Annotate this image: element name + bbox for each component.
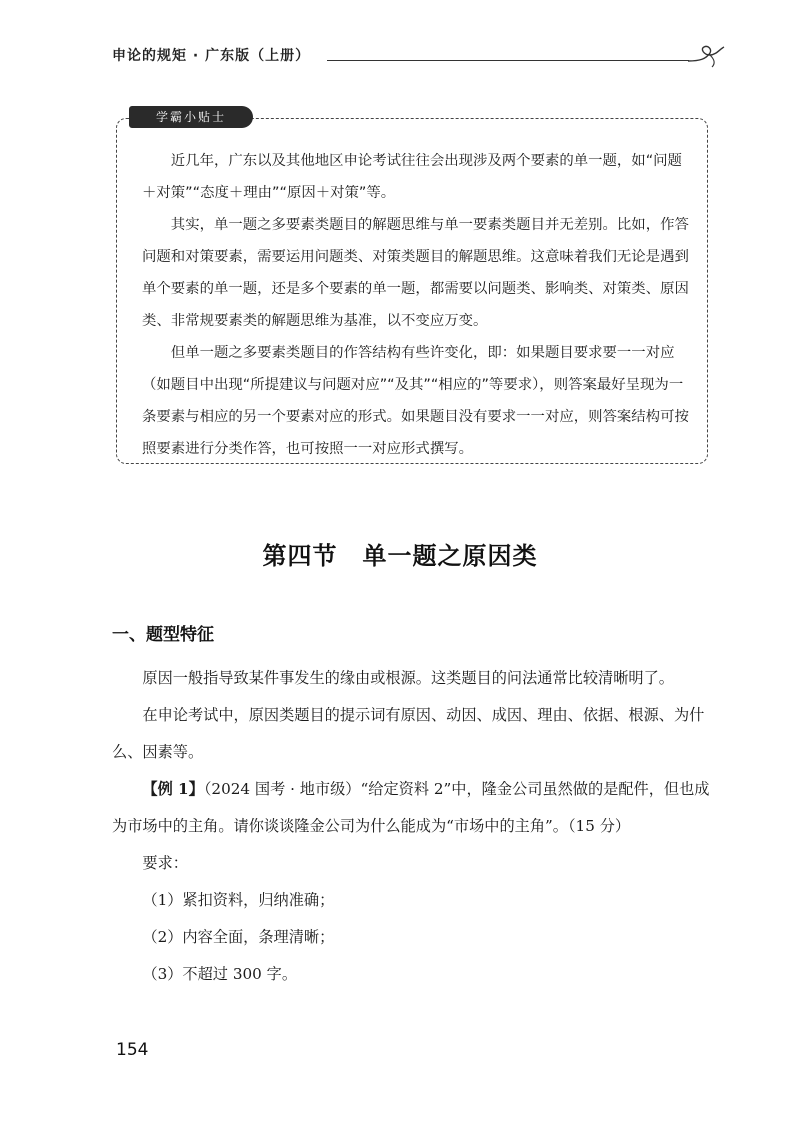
tip-paragraph: 其实，单一题之多要素类题目的解题思维与单一要素类题目并无差别。比如，作答问题和对策要素，需要运用问题类、对策类题目的解题思维。这意味着我们无论是遇到单个要素的单一题，还是多个要素的单一题，都需要以问题类、影响类、对策类、原因类、非常规要素类的解题思维为基准，以不变应万变。 xyxy=(142,217,689,329)
tip-paragraph: 但单一题之多要素类题目的作答结构有些许变化，即：如果题目要求要一一对应（如题目中出现“所提建议与问题对应”“及其”“相应的”等要求），则答案最好呈现为一条要素与相应的另一个要素对应的形式。如果题目没有要求一一对应，则答案结构可按照要素进行分类作答，也可按照一一对应形式撰写。 xyxy=(142,345,689,457)
tip-content xyxy=(142,145,690,465)
book-title: 申论的规矩 · 广东版（上册） xyxy=(112,48,311,64)
requirement-item: （2）内容全面，条理清晰； xyxy=(142,928,335,946)
requirement-item: （3）不超过 300 字。 xyxy=(142,965,298,983)
requirement-item: （1）紧扣资料，归纳准确； xyxy=(142,891,335,909)
example-paragraph xyxy=(112,771,712,845)
page-number: 154 xyxy=(116,1040,149,1060)
body-paragraph: 原因一般指导致某件事发生的缘由或根源。这类题目的问法通常比较清晰明了。 xyxy=(142,669,674,687)
running-header xyxy=(112,43,712,73)
body-text xyxy=(112,660,712,993)
tip-paragraph: 近几年，广东以及其他地区申论考试往往会出现涉及两个要素的单一题，如“问题＋对策”“态度＋理由”“原因＋对策”等。 xyxy=(142,153,682,201)
example-label: 【例 1】 xyxy=(142,780,204,798)
header-rule xyxy=(327,60,689,61)
example-question: （2024 国考 · 地市级）“给定资料 2”中，隆金公司虽然做的是配件，但也成为市场中的主角。请你谈谈隆金公司为什么能成为“市场中的主角”。（15 分） xyxy=(112,780,710,835)
requirements-label: 要求： xyxy=(142,854,188,872)
section-title: 第四节 单一题之原因类 xyxy=(262,542,538,570)
tip-tag: 学霸小贴士 xyxy=(129,106,253,128)
subsection-heading: 一、题型特征 xyxy=(112,625,214,645)
sprout-icon xyxy=(686,43,726,71)
body-paragraph: 在申论考试中，原因类题目的提示词有原因、动因、成因、理由、依据、根源、为什么、因素等。 xyxy=(112,706,705,761)
